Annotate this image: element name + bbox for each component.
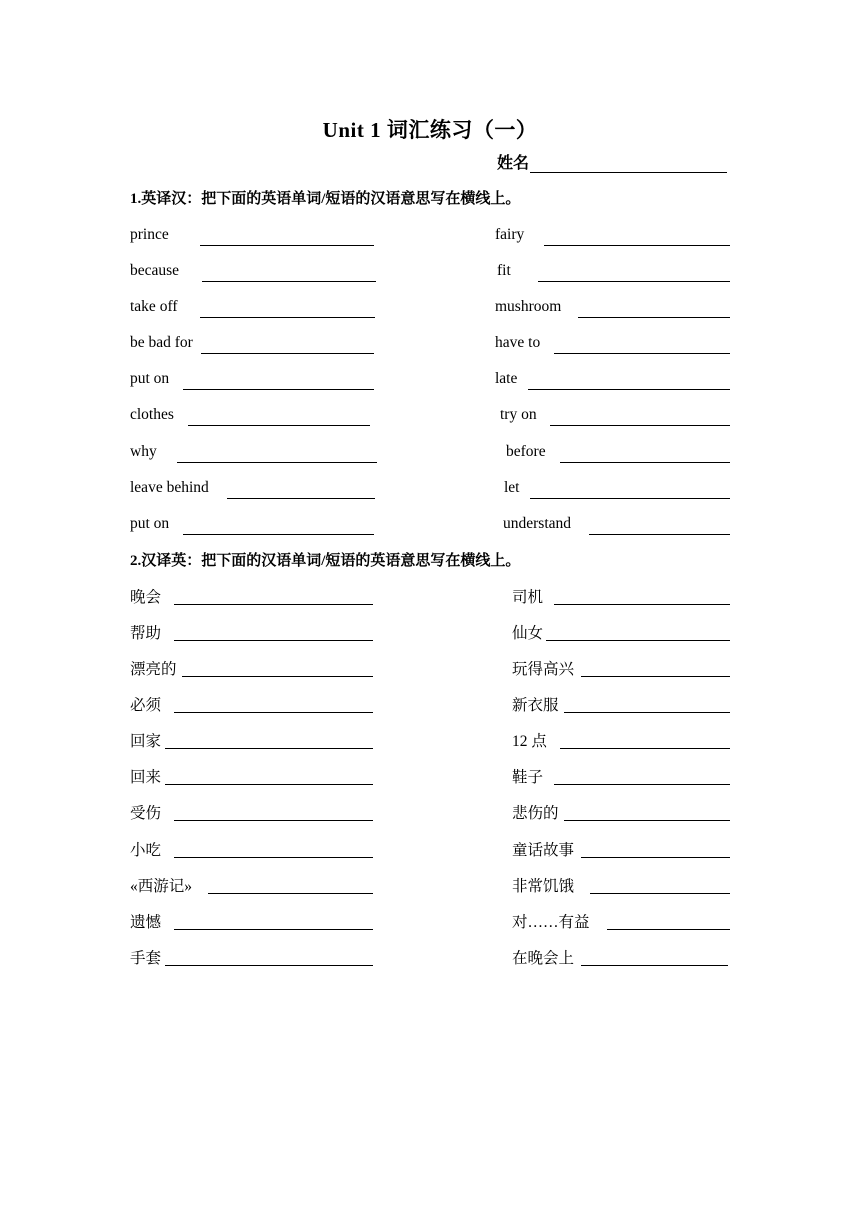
- answer-blank[interactable]: [183, 534, 374, 535]
- vocab-item: [512, 729, 730, 751]
- answer-blank[interactable]: [528, 389, 730, 390]
- answer-blank[interactable]: [177, 462, 377, 463]
- vocab-item: [512, 801, 730, 823]
- vocab-item: [130, 693, 373, 715]
- answer-blank[interactable]: [589, 534, 730, 535]
- vocab-item: [130, 910, 373, 932]
- answer-blank[interactable]: [201, 353, 374, 354]
- vocab-word: 晚会: [130, 589, 162, 606]
- answer-blank[interactable]: [550, 425, 730, 426]
- vocab-item: [500, 406, 730, 428]
- vocab-item: [512, 621, 730, 643]
- answer-blank[interactable]: [560, 462, 730, 463]
- vocab-word: 玩得高兴: [512, 661, 575, 678]
- vocab-item: [130, 838, 373, 860]
- answer-blank[interactable]: [607, 929, 730, 930]
- vocab-word: put on: [130, 515, 170, 532]
- vocab-item: [130, 874, 373, 896]
- vocab-item: [495, 226, 730, 248]
- vocab-item: [130, 801, 373, 823]
- name-field: [497, 150, 727, 173]
- answer-blank[interactable]: [554, 784, 730, 785]
- vocab-word: have to: [495, 334, 541, 351]
- vocab-item: [130, 479, 375, 501]
- answer-blank[interactable]: [174, 929, 373, 930]
- vocab-word: 受伤: [130, 805, 162, 822]
- answer-blank[interactable]: [182, 676, 373, 677]
- answer-blank[interactable]: [546, 640, 730, 641]
- vocab-word: 帮助: [130, 625, 162, 642]
- vocab-word: let: [504, 479, 520, 496]
- vocab-word: 遗憾: [130, 914, 162, 931]
- answer-blank[interactable]: [581, 676, 730, 677]
- vocab-item: [130, 406, 370, 428]
- answer-blank[interactable]: [208, 893, 373, 894]
- vocab-word: 12 点: [512, 733, 547, 750]
- vocab-item: [497, 262, 730, 284]
- vocab-word: 仙女: [512, 625, 544, 642]
- answer-blank[interactable]: [174, 712, 373, 713]
- answer-blank[interactable]: [200, 245, 374, 246]
- answer-blank[interactable]: [554, 353, 730, 354]
- vocab-word: 新衣服: [512, 697, 559, 714]
- section1-heading: 1.英译汉：把下面的英语单词/短语的汉语意思写在横线上。: [130, 191, 521, 207]
- answer-blank[interactable]: [227, 498, 375, 499]
- answer-blank[interactable]: [590, 893, 730, 894]
- vocab-word: late: [495, 370, 518, 387]
- vocab-item: [130, 765, 373, 787]
- answer-blank[interactable]: [564, 820, 730, 821]
- vocab-word: take off: [130, 298, 178, 315]
- vocab-item: [512, 693, 730, 715]
- name-blank-line[interactable]: [530, 154, 727, 173]
- vocab-item: [130, 298, 375, 320]
- answer-blank[interactable]: [554, 604, 730, 605]
- vocab-word: 在晚会上: [512, 950, 575, 967]
- vocab-item: [512, 585, 730, 607]
- answer-blank[interactable]: [530, 498, 730, 499]
- name-label: 姓名: [497, 155, 530, 172]
- vocab-item: [130, 585, 373, 607]
- answer-blank[interactable]: [165, 748, 373, 749]
- vocab-word: 悲伤的: [512, 805, 559, 822]
- vocab-item: [512, 910, 730, 932]
- vocab-item: [504, 479, 730, 501]
- vocab-item: [495, 370, 730, 392]
- vocab-item: [503, 515, 730, 537]
- vocab-word: try on: [500, 406, 537, 423]
- vocab-item: [130, 226, 374, 248]
- vocab-word: 小吃: [130, 842, 162, 859]
- vocab-item: [495, 298, 730, 320]
- vocab-item: [130, 334, 374, 356]
- answer-blank[interactable]: [564, 712, 730, 713]
- section2-heading: 2.汉译英：把下面的汉语单词/短语的英语意思写在横线上。: [130, 553, 521, 569]
- vocab-word: 必须: [130, 697, 162, 714]
- answer-blank[interactable]: [174, 857, 373, 858]
- vocab-word: 鞋子: [512, 769, 544, 786]
- vocab-word: why: [130, 443, 157, 460]
- answer-blank[interactable]: [200, 317, 375, 318]
- vocab-word: before: [506, 443, 546, 460]
- answer-blank[interactable]: [202, 281, 376, 282]
- answer-blank[interactable]: [581, 965, 728, 966]
- answer-blank[interactable]: [560, 748, 730, 749]
- vocab-word: 回来: [130, 769, 162, 786]
- answer-blank[interactable]: [165, 965, 373, 966]
- answer-blank[interactable]: [183, 389, 374, 390]
- vocab-item: [130, 946, 373, 968]
- page-title: Unit 1 词汇练习（一）: [322, 118, 538, 142]
- vocab-word: 童话故事: [512, 842, 575, 859]
- answer-blank[interactable]: [581, 857, 730, 858]
- answer-blank[interactable]: [165, 784, 373, 785]
- vocab-word: 漂亮的: [130, 661, 177, 678]
- vocab-word: fit: [497, 262, 511, 279]
- vocab-item: [130, 370, 374, 392]
- vocab-item: [512, 765, 730, 787]
- vocab-item: [512, 946, 728, 968]
- vocab-item: [512, 657, 730, 679]
- vocab-item: [130, 443, 377, 465]
- vocab-word: put on: [130, 370, 170, 387]
- vocab-item: [130, 515, 374, 537]
- vocab-word: understand: [503, 515, 572, 532]
- vocab-item: [130, 262, 376, 284]
- answer-blank[interactable]: [174, 820, 373, 821]
- vocab-item: [130, 657, 373, 679]
- vocab-word: leave behind: [130, 479, 209, 496]
- vocab-word: 司机: [512, 589, 544, 606]
- answer-blank[interactable]: [578, 317, 730, 318]
- vocab-word: «西游记»: [130, 878, 193, 895]
- vocab-item: [130, 729, 373, 751]
- vocab-word: be bad for: [130, 334, 193, 351]
- answer-blank[interactable]: [174, 640, 373, 641]
- vocab-word: because: [130, 262, 180, 279]
- vocab-word: mushroom: [495, 298, 562, 315]
- vocab-item: [495, 334, 730, 356]
- vocab-item: [506, 443, 730, 465]
- answer-blank[interactable]: [538, 281, 730, 282]
- vocab-item: [512, 838, 730, 860]
- vocab-item: [512, 874, 730, 896]
- vocab-word: 手套: [130, 950, 162, 967]
- vocab-word: 非常饥饿: [512, 878, 575, 895]
- vocab-word: prince: [130, 226, 169, 243]
- vocab-item: [130, 621, 373, 643]
- answer-blank[interactable]: [544, 245, 730, 246]
- vocab-word: 对……有益: [512, 914, 590, 931]
- answer-blank[interactable]: [174, 604, 373, 605]
- vocab-word: 回家: [130, 733, 162, 750]
- vocab-word: clothes: [130, 406, 174, 423]
- vocab-word: fairy: [495, 226, 525, 243]
- answer-blank[interactable]: [188, 425, 370, 426]
